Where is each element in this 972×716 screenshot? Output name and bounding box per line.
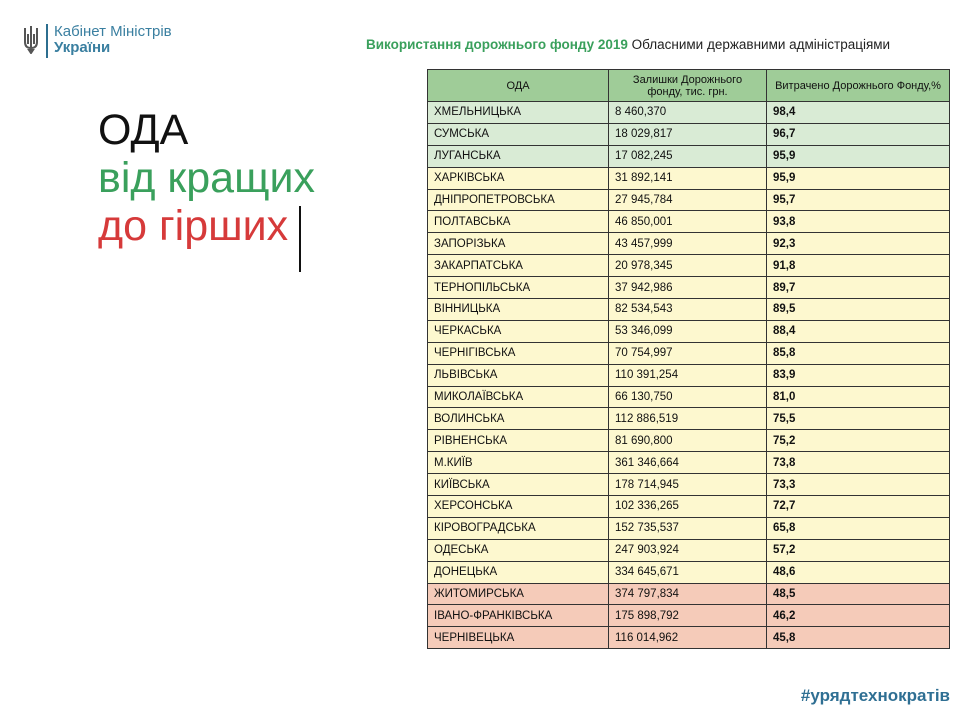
cell-oda: ЖИТОМИРСЬКА [428,583,609,605]
oda-table [427,69,950,649]
header-spent: Витрачено Дорожнього Фонду,% [767,70,950,102]
title-rest: Обласними державними адміністраціями [627,37,891,52]
table-row [428,342,950,364]
cell-balance: 70 754,997 [609,342,767,364]
headline-line3: до гірших [98,202,289,250]
cell-oda: ВІННИЦЬКА [428,299,609,321]
table-row [428,496,950,518]
table-row [428,408,950,430]
table-row [428,299,950,321]
table-row [428,123,950,145]
cell-balance: 116 014,962 [609,627,767,649]
cell-spent: 75,5 [767,408,950,430]
logo-text [54,24,172,56]
cell-oda: ЛЬВІВСЬКА [428,364,609,386]
cell-spent: 91,8 [767,255,950,277]
cell-oda: ЛУГАНСЬКА [428,145,609,167]
cell-balance: 152 735,537 [609,517,767,539]
cell-balance: 81 690,800 [609,430,767,452]
headline-line2: від кращих [98,154,315,202]
cell-spent: 48,5 [767,583,950,605]
table-row [428,255,950,277]
cell-spent: 89,5 [767,299,950,321]
hashtag: #урядтехнократів [800,686,950,705]
cell-spent: 85,8 [767,342,950,364]
table-row [428,430,950,452]
title-highlight: Використання дорожнього фонду 2019 [366,37,628,52]
cell-balance: 8 460,370 [609,102,767,124]
cell-oda: КІРОВОГРАДСЬКА [428,517,609,539]
cell-balance: 102 336,265 [609,496,767,518]
cell-oda: ЧЕРНІВЕЦЬКА [428,627,609,649]
cell-balance: 247 903,924 [609,539,767,561]
cell-spent: 73,3 [767,474,950,496]
cell-spent: 98,4 [767,102,950,124]
cell-balance: 20 978,345 [609,255,767,277]
cell-oda: М.КИЇВ [428,452,609,474]
cell-balance: 82 534,543 [609,299,767,321]
cell-oda: ЗАПОРІЗЬКА [428,233,609,255]
cell-spent: 95,9 [767,145,950,167]
cell-spent: 89,7 [767,277,950,299]
table-row [428,583,950,605]
logo-line1: Кабінет Міністрів [54,23,172,40]
header-balance: Залишки Дорожнього фонду, тис. грн. [609,70,767,102]
cell-spent: 57,2 [767,539,950,561]
cell-spent: 48,6 [767,561,950,583]
logo-divider [46,24,48,58]
cell-balance: 18 029,817 [609,123,767,145]
cell-oda: ПОЛТАВСЬКА [428,211,609,233]
table-row [428,539,950,561]
table-row [428,605,950,627]
cell-spent: 46,2 [767,605,950,627]
cell-balance: 31 892,141 [609,167,767,189]
header-oda: ОДА [428,70,609,102]
cell-oda: ЗАКАРПАТСЬКА [428,255,609,277]
table-header-row [428,70,950,102]
cell-spent: 95,9 [767,167,950,189]
table-body [428,102,950,649]
table-row [428,517,950,539]
cell-oda: ДОНЕЦЬКА [428,561,609,583]
cell-oda: ОДЕСЬКА [428,539,609,561]
table-row [428,189,950,211]
cell-balance: 110 391,254 [609,364,767,386]
cell-spent: 45,8 [767,627,950,649]
cell-balance: 27 945,784 [609,189,767,211]
table-row [428,561,950,583]
cell-oda: ХАРКІВСЬКА [428,167,609,189]
logo-line2: України [54,39,111,56]
table-row [428,320,950,342]
cell-spent: 75,2 [767,430,950,452]
cell-spent: 96,7 [767,123,950,145]
page-title [366,37,890,52]
cell-oda: ХЕРСОНСЬКА [428,496,609,518]
cell-balance: 46 850,001 [609,211,767,233]
cell-oda: ЧЕРКАСЬКА [428,320,609,342]
cell-oda: ХМЕЛЬНИЦЬКА [428,102,609,124]
table-row [428,277,950,299]
table-row [428,167,950,189]
cell-spent: 72,7 [767,496,950,518]
cell-balance: 361 346,664 [609,452,767,474]
cell-oda: РІВНЕНСЬКА [428,430,609,452]
cell-spent: 83,9 [767,364,950,386]
cell-spent: 93,8 [767,211,950,233]
cell-spent: 95,7 [767,189,950,211]
cell-oda: ТЕРНОПІЛЬСЬКА [428,277,609,299]
cell-balance: 43 457,999 [609,233,767,255]
cell-balance: 66 130,750 [609,386,767,408]
cell-spent: 81,0 [767,386,950,408]
trident-icon [22,24,40,54]
cell-spent: 73,8 [767,452,950,474]
cell-balance: 53 346,099 [609,320,767,342]
cell-balance: 178 714,945 [609,474,767,496]
cell-oda: МИКОЛАЇВСЬКА [428,386,609,408]
text-cursor [299,206,301,272]
table-row [428,474,950,496]
headline [98,106,315,250]
cell-spent: 88,4 [767,320,950,342]
cell-balance: 37 942,986 [609,277,767,299]
table-row [428,386,950,408]
table-row [428,627,950,649]
cell-oda: СУМСЬКА [428,123,609,145]
cabinet-logo [22,24,172,58]
table-row [428,145,950,167]
table-row [428,102,950,124]
cell-oda: ДНІПРОПЕТРОВСЬКА [428,189,609,211]
headline-line1: ОДА [98,106,189,154]
table-row [428,452,950,474]
cell-spent: 65,8 [767,517,950,539]
table-row [428,364,950,386]
cell-oda: КИЇВСЬКА [428,474,609,496]
cell-oda: ЧЕРНІГІВСЬКА [428,342,609,364]
cell-balance: 112 886,519 [609,408,767,430]
cell-balance: 334 645,671 [609,561,767,583]
cell-oda: ІВАНО-ФРАНКІВСЬКА [428,605,609,627]
cell-oda: ВОЛИНСЬКА [428,408,609,430]
cell-balance: 374 797,834 [609,583,767,605]
table-row [428,233,950,255]
cell-balance: 175 898,792 [609,605,767,627]
table-row [428,211,950,233]
cell-spent: 92,3 [767,233,950,255]
cell-balance: 17 082,245 [609,145,767,167]
